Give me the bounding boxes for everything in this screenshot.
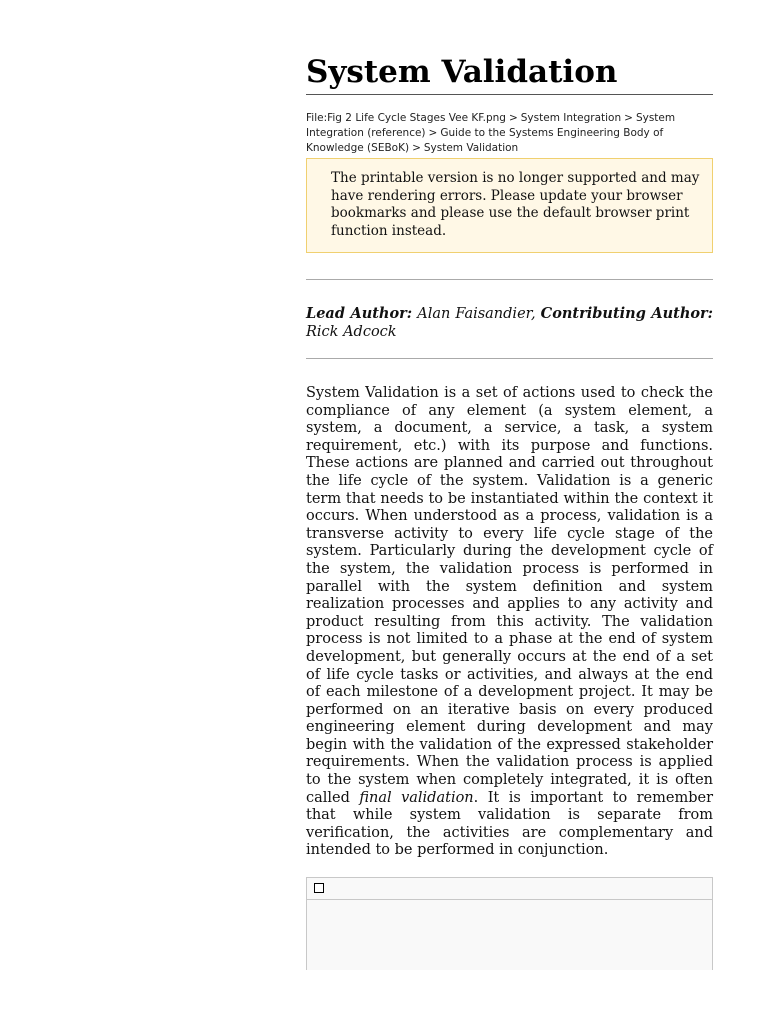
divider [306,279,713,280]
figure-frame [306,877,713,970]
final-validation-emphasis: final validation [359,789,474,806]
breadcrumb-item-figure[interactable]: File:Fig 2 Life Cycle Stages Vee KF.png [306,112,506,124]
notice-text: The printable version is no longer supported and may have rendering errors. Please update your browser bookmarks and please use the default browser print function instead. [331,170,700,239]
intro-text-part-2: . It is important to remember that while system validation is separate from verification, the activities are complementary and intended to be performed in conjunction. [306,789,713,859]
breadcrumb-item-system-integration-reference[interactable]: System Integration (reference) [306,112,676,139]
printable-version-notice [306,158,713,253]
page-title: System Validation [306,52,713,95]
breadcrumb-separator: > [412,142,421,154]
contributing-author-name[interactable]: Rick Adcock [306,323,397,340]
divider [306,358,713,359]
broken-image-icon[interactable] [314,883,324,893]
intro-text-part-1: System Validation is a set of actions used to check the compliance of any element (a system element, a system, a document, a service, a task, a system requirement, etc.) with its purpose and functions. These actions are planned and carried out throughout the life cycle of the system. Validation is a generic term that needs to be instantiated within the context it occurs. When understood as a process, validation is a transverse activity to every life cycle stage of the system. Particularly during the development cycle of the system, the validation process is performed in parallel with the system definition and system realization processes and applies to any activity and product resulting from this activity. The validation process is not limited to a phase at the end of system development, but generally occurs at the end of a set of life cycle tasks or activities, and always at the end of each milestone of a development project. It may be performed on an iterative basis on every produced engineering element during development and may begin with the validation of the expressed stakeholder requirements. When the validation process is applied to the system when completely integrated, it is often called [306,385,713,806]
breadcrumb-separator: > [624,112,633,124]
figure-header [307,878,712,900]
breadcrumb-separator: > [508,112,518,124]
lead-author-label: Lead Author: [306,305,413,322]
breadcrumb-item-sebok-guide[interactable]: Guide to the Systems Engineering Body of Knowledge (SEBoK) [306,127,664,154]
intro-paragraph [306,385,713,860]
breadcrumb-separator: > [428,127,438,139]
contributing-author-label: Contributing Author: [540,305,714,322]
author-line [306,305,713,341]
lead-author-name[interactable]: Alan Faisandier, [417,306,536,322]
article [306,52,713,970]
breadcrumb [306,111,713,156]
breadcrumb-item-system-validation[interactable]: System Validation [423,142,519,154]
breadcrumb-item-system-integration[interactable]: System Integration [520,112,622,124]
